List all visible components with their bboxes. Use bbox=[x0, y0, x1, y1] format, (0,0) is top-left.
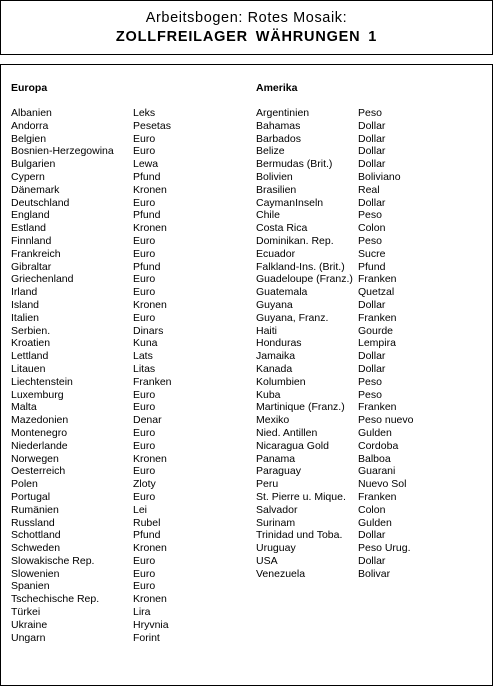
country-name: Argentinien bbox=[256, 107, 310, 119]
currency-name: Boliviano bbox=[358, 170, 401, 183]
currency-name: Euro bbox=[133, 490, 156, 503]
currency-name: Euro bbox=[133, 311, 156, 324]
amerika-country-column bbox=[256, 107, 353, 580]
currency-name: Franken bbox=[358, 273, 397, 286]
country-name: Griechenland bbox=[11, 273, 74, 286]
currency-name: Leks bbox=[133, 107, 156, 119]
country-name: Paraguay bbox=[256, 465, 301, 478]
worksheet-subtitle: Arbeitsbogen: Rotes Mosaik: bbox=[145, 10, 348, 26]
currency-name: Euro bbox=[133, 196, 156, 209]
country-name: Litauen bbox=[11, 362, 46, 375]
country-name: Haiti bbox=[256, 324, 278, 337]
currency-name: Rubel bbox=[133, 516, 161, 529]
currency-name: Litas bbox=[133, 362, 156, 375]
currency-name: Nuevo Sol bbox=[358, 478, 407, 491]
country-name: Slowenien bbox=[11, 567, 60, 580]
currency-name: Euro bbox=[133, 132, 156, 145]
currency-name: Dollar bbox=[358, 158, 386, 171]
country-name: Liechtenstein bbox=[11, 375, 73, 388]
country-name: Honduras bbox=[256, 337, 302, 350]
country-name: Martinique (Franz.) bbox=[256, 401, 345, 414]
country-name: Andorra bbox=[11, 119, 49, 132]
country-name: Guatemala bbox=[256, 286, 308, 299]
currency-name: Kronen bbox=[133, 222, 167, 235]
country-name: Norwegen bbox=[11, 452, 59, 465]
country-name: Malta bbox=[11, 401, 37, 414]
country-name: Frankreich bbox=[11, 247, 61, 260]
currency-name: Forint bbox=[133, 631, 160, 644]
currency-name: Real bbox=[358, 183, 380, 196]
currency-name: Dollar bbox=[358, 350, 386, 363]
currency-name: Franken bbox=[358, 490, 397, 503]
country-name: Dominikan. Rep. bbox=[256, 234, 334, 247]
country-name: Gibraltar bbox=[11, 260, 52, 273]
country-name: St. Pierre u. Mique. bbox=[256, 490, 346, 503]
currency-name: Zloty bbox=[133, 478, 156, 491]
currency-name: Euro bbox=[133, 247, 156, 260]
currency-name: Euro bbox=[133, 273, 156, 286]
currency-name: Euro bbox=[133, 145, 156, 158]
currency-name: Balboa bbox=[358, 452, 391, 465]
country-name: Surinam bbox=[256, 516, 296, 529]
country-name: Bermudas (Brit.) bbox=[256, 158, 333, 171]
currency-name: Peso bbox=[358, 209, 382, 222]
currency-name: Euro bbox=[133, 388, 156, 401]
country-name: Kuba bbox=[256, 388, 281, 401]
country-name: Deutschland bbox=[11, 196, 70, 209]
currency-name: Peso bbox=[358, 234, 382, 247]
amerika-currency-column bbox=[358, 107, 413, 580]
country-name: Bosnien-Herzegowina bbox=[11, 145, 114, 158]
currency-name: Lempira bbox=[358, 337, 396, 350]
currency-name: Peso Urug. bbox=[358, 542, 411, 555]
currency-name: Euro bbox=[133, 580, 156, 593]
country-name: Bolivien bbox=[256, 170, 293, 183]
country-name: Belize bbox=[256, 145, 285, 158]
currency-name: Pfund bbox=[133, 209, 161, 222]
country-name: Barbados bbox=[256, 132, 301, 145]
country-name: Portugal bbox=[11, 490, 51, 503]
country-name: Costa Rica bbox=[256, 222, 308, 235]
country-name: Falkland-Ins. (Brit.) bbox=[256, 260, 345, 273]
country-name: Bahamas bbox=[256, 119, 301, 132]
currency-name: Peso nuevo bbox=[358, 414, 414, 427]
country-name: Nied. Antillen bbox=[256, 426, 318, 439]
currency-name: Pfund bbox=[358, 260, 386, 273]
country-name: Guyana bbox=[256, 298, 293, 311]
currency-name: Sucre bbox=[358, 247, 386, 260]
currency-name: Franken bbox=[358, 311, 397, 324]
country-name: Lettland bbox=[11, 350, 49, 363]
country-name: Tschechische Rep. bbox=[11, 593, 100, 606]
currency-name: Gourde bbox=[358, 324, 394, 337]
country-name: Montenegro bbox=[11, 426, 68, 439]
country-name: Trinidad und Toba. bbox=[256, 529, 343, 542]
currency-name: Colon bbox=[358, 503, 386, 516]
country-name: Nicaragua Gold bbox=[256, 439, 329, 452]
country-name: CaymanInseln bbox=[256, 196, 324, 209]
country-name: Niederlande bbox=[11, 439, 68, 452]
country-name: Ungarn bbox=[11, 631, 46, 644]
currency-name: Euro bbox=[133, 401, 156, 414]
country-name: Finnland bbox=[11, 234, 52, 247]
currency-name: Bolivar bbox=[358, 567, 391, 580]
country-name: Guadeloupe (Franz.) bbox=[256, 273, 353, 286]
currency-name: Kronen bbox=[133, 593, 167, 606]
currency-name: Euro bbox=[133, 234, 156, 247]
section-heading-europa: Europa bbox=[11, 82, 48, 94]
currency-name: Kronen bbox=[133, 452, 167, 465]
currency-name: Dollar bbox=[358, 145, 386, 158]
country-name: USA bbox=[256, 554, 278, 567]
currency-name: Euro bbox=[133, 554, 156, 567]
country-name: Mazedonien bbox=[11, 414, 69, 427]
country-name: Estland bbox=[11, 222, 47, 235]
currency-name: Euro bbox=[133, 567, 156, 580]
europa-currency-column bbox=[133, 107, 172, 644]
country-name: Uruguay bbox=[256, 542, 296, 555]
country-name: Dänemark bbox=[11, 183, 60, 196]
currency-name: Dollar bbox=[358, 298, 386, 311]
country-name: Island bbox=[11, 298, 40, 311]
country-name: Ukraine bbox=[11, 618, 48, 631]
country-name: Polen bbox=[11, 478, 38, 491]
country-name: Brasilien bbox=[256, 183, 297, 196]
currency-name: Pesetas bbox=[133, 119, 171, 132]
country-name: Mexiko bbox=[256, 414, 290, 427]
currency-name: Peso bbox=[358, 388, 382, 401]
currency-name: Quetzal bbox=[358, 286, 395, 299]
country-name: Guyana, Franz. bbox=[256, 311, 329, 324]
country-name: Panama bbox=[256, 452, 296, 465]
currency-name: Peso bbox=[358, 375, 382, 388]
country-name: Slowakische Rep. bbox=[11, 554, 95, 567]
currency-name: Euro bbox=[133, 465, 156, 478]
currency-name: Pfund bbox=[133, 170, 161, 183]
currency-name: Peso bbox=[358, 107, 382, 119]
currency-name: Kronen bbox=[133, 183, 167, 196]
country-name: Salvador bbox=[256, 503, 298, 516]
country-name: Spanien bbox=[11, 580, 50, 593]
currency-name: Euro bbox=[133, 439, 156, 452]
currency-name: Lei bbox=[133, 503, 148, 516]
currency-name: Kronen bbox=[133, 298, 167, 311]
country-name: Schweden bbox=[11, 542, 61, 555]
currency-name: Pfund bbox=[133, 529, 161, 542]
country-name: Irland bbox=[11, 286, 38, 299]
currency-name: Dollar bbox=[358, 119, 386, 132]
currency-name: Dollar bbox=[358, 554, 386, 567]
currency-name: Euro bbox=[133, 426, 156, 439]
country-name: Peru bbox=[256, 478, 279, 491]
currency-name: Dollar bbox=[358, 529, 386, 542]
country-name: Belgien bbox=[11, 132, 47, 145]
country-name: Chile bbox=[256, 209, 280, 222]
country-name: Venezuela bbox=[256, 567, 306, 580]
currency-name: Pfund bbox=[133, 260, 161, 273]
europa-country-column bbox=[11, 107, 114, 644]
country-name: England bbox=[11, 209, 50, 222]
currency-name: Gulden bbox=[358, 516, 392, 529]
currency-name: Guarani bbox=[358, 465, 396, 478]
currency-name: Colon bbox=[358, 222, 386, 235]
currency-name: Kronen bbox=[133, 542, 167, 555]
country-name: Rumänien bbox=[11, 503, 59, 516]
currency-name: Cordoba bbox=[358, 439, 399, 452]
currency-name: Lats bbox=[133, 350, 153, 363]
currency-name: Lira bbox=[133, 606, 151, 619]
worksheet-header bbox=[0, 0, 493, 55]
currency-name: Dinars bbox=[133, 324, 164, 337]
currency-name: Dollar bbox=[358, 362, 386, 375]
country-name: Cypern bbox=[11, 170, 45, 183]
country-name: Bulgarien bbox=[11, 158, 56, 171]
country-name: Ecuador bbox=[256, 247, 296, 260]
country-name: Luxemburg bbox=[11, 388, 64, 401]
country-name: Serbien. bbox=[11, 324, 51, 337]
currency-name: Kuna bbox=[133, 337, 158, 350]
currency-name: Denar bbox=[133, 414, 162, 427]
currency-name: Lewa bbox=[133, 158, 159, 171]
currency-name: Dollar bbox=[358, 196, 386, 209]
country-name: Kanada bbox=[256, 362, 293, 375]
country-name: Albanien bbox=[11, 107, 52, 119]
country-name: Italien bbox=[11, 311, 40, 324]
country-name: Kolumbien bbox=[256, 375, 306, 388]
currency-name: Franken bbox=[133, 375, 172, 388]
currency-name: Hryvnia bbox=[133, 618, 169, 631]
country-name: Schottland bbox=[11, 529, 61, 542]
country-name: Jamaika bbox=[256, 350, 296, 363]
country-name: Türkei bbox=[11, 606, 41, 619]
currency-name: Franken bbox=[358, 401, 397, 414]
currency-name: Dollar bbox=[358, 132, 386, 145]
currency-name: Gulden bbox=[358, 426, 392, 439]
section-heading-amerika: Amerika bbox=[256, 82, 298, 94]
worksheet-title: ZOLLFREILAGER WÄHRUNGEN 1 bbox=[115, 29, 378, 45]
country-name: Oesterreich bbox=[11, 465, 66, 478]
country-name: Kroatien bbox=[11, 337, 51, 350]
country-name: Russland bbox=[11, 516, 55, 529]
currency-name: Euro bbox=[133, 286, 156, 299]
